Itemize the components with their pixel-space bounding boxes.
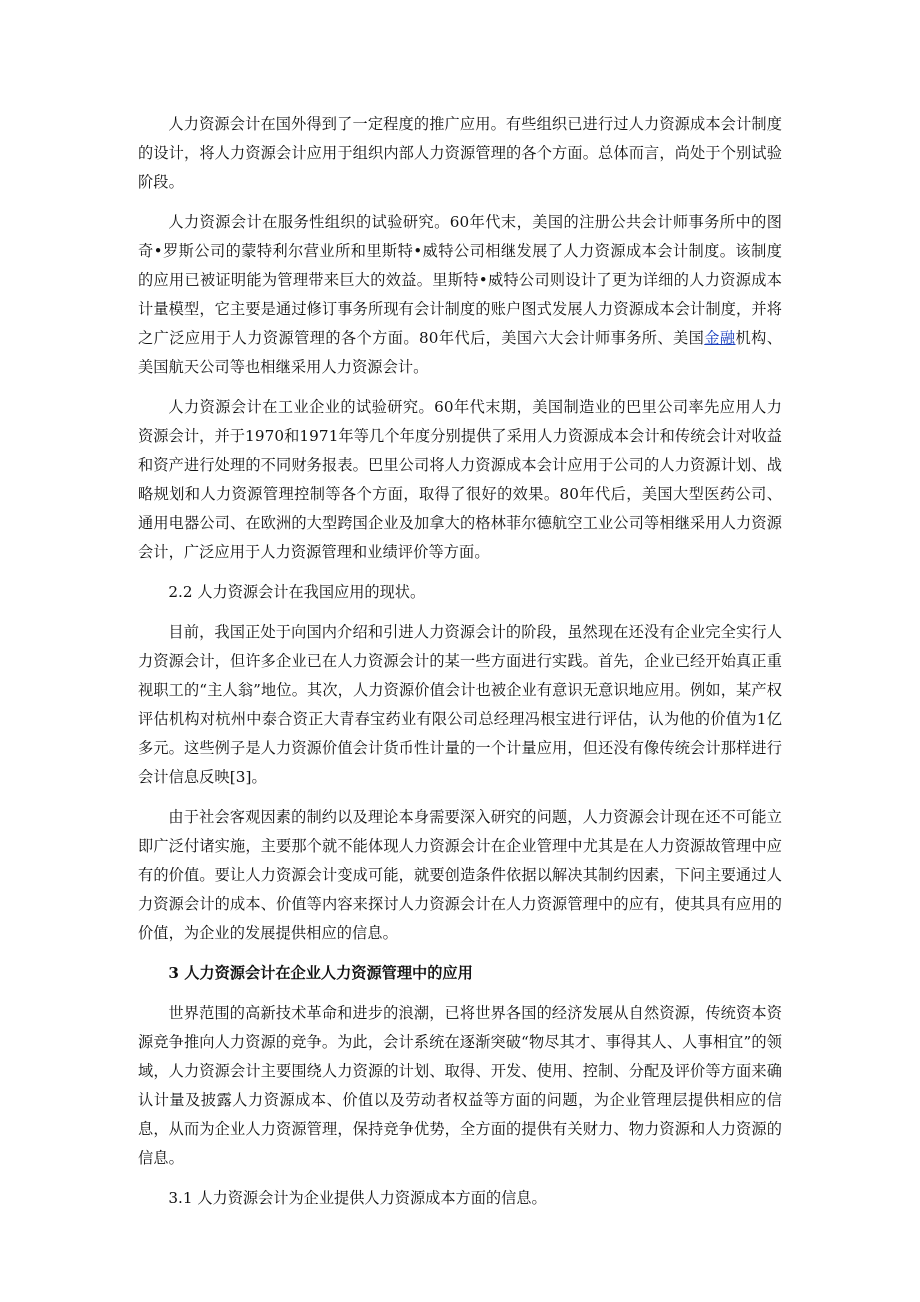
paragraph-overseas-application: 人力资源会计在国外得到了一定程度的推广应用。有些组织已进行过人力资源成本会计制度的设计，将人力资源会计应用于组织内部人力资源管理的各个方面。总体而言，尚处于个别试验阶段。 xyxy=(138,115,782,191)
section-heading-3: 3 人力资源会计在企业人力资源管理中的应用 xyxy=(168,964,473,982)
paragraph-service-text: 人力资源会计在服务性组织的试验研究。60年代末，美国的注册公共会计师事务所中的图奇•罗斯公司的蒙特利尔营业所和里斯特•威特公司相继发展了人力资源成本会计制度。该制度的应用已被证明能为管理带来巨大的效益。里斯特•威特公司则设计了更为详细的人力资源成本计量模型，它主要是通过修订事务所现有会计制度的账户图式发展人力资源成本会计制度，并将之广泛应用于人力资源管理的各个方面。80年代后，美国六大会计师事务所、美国 xyxy=(138,213,782,347)
subheading-2-2: 2.2 人力资源会计在我国应用的现状。 xyxy=(168,583,426,601)
paragraph-constraints: 由于社会客观因素的制约以及理论本身需要深入研究的问题，人力资源会计现在还不可能立即广泛付诸实施，主要那个就不能体现人力资源会计在企业管理中尤其是在人力资源故管理中应有的价值。要让人力资源会计变成可能，就要创造条件依据以解决其制约因素，下问主要通过人力资源会计的成本、价值等内容来探讨人力资源会计在人力资源管理中的应有，使其具有应用的价值，为企业的发展提供相应的信息。 xyxy=(138,808,782,942)
finance-link[interactable]: 金融 xyxy=(704,329,736,347)
paragraph-service-organizations xyxy=(138,208,782,382)
paragraph-industrial-enterprises: 人力资源会计在工业企业的试验研究。60年代末期，美国制造业的巴里公司率先应用人力资源会计，并于1970和1971年等几个年度分别提供了采用人力资源成本会计和传统会计对收益和资产进行处理的不同财务报表。巴里公司将人力资源成本会计应用于公司的人力资源计划、战略规划和人力资源管理控制等各个方面，取得了很好的效果。80年代后，美国大型医药公司、通用电器公司、在欧洲的大型跨国企业及加拿大的格林菲尔德航空工业公司等相继采用人力资源会计，广泛应用于人力资源管理和业绩评价等方面。 xyxy=(138,398,782,561)
subheading-3-1: 3.1 人力资源会计为企业提供人力资源成本方面的信息。 xyxy=(168,1189,547,1207)
paragraph-service-tail: 机构、美国航天公司等也相继采用人力资源会计。 xyxy=(138,329,782,376)
paragraph-global-competition: 世界范围的高新技术革命和进步的浪潮，已将世界各国的经济发展从自然资源，传统资本资源竞争推向人力资源的竞争。为此，会计系统在逐渐突破“物尽其才、事得其人、人事相宜”的领域，人力资源会计主要围绕人力资源的计划、取得、开发、使用、控制、分配及评价等方面来确认计量及披露人力资源成本、价值以及劳动者权益等方面的问题，为企业管理层提供相应的信息，从而为企业人力资源管理，保持竞争优势，全方面的提供有关财力、物力资源和人力资源的信息。 xyxy=(138,1004,782,1167)
paragraph-china-status: 目前，我国正处于向国内介绍和引进人力资源会计的阶段，虽然现在还没有企业完全实行人力资源会计，但许多企业已在人力资源会计的某一些方面进行实践。首先，企业已经开始真正重视职工的“主人翁”地位。其次，人力资源价值会计也被企业有意识无意识地应用。例如，某产权评估机构对杭州中泰合资正大青春宝药业有限公司总经理冯根宝进行评估，认为他的价值为1亿多元。这些例子是人力资源价值会计货币性计量的一个计量应用，但还没有像传统会计那样进行会计信息反映[3]。 xyxy=(138,623,782,786)
